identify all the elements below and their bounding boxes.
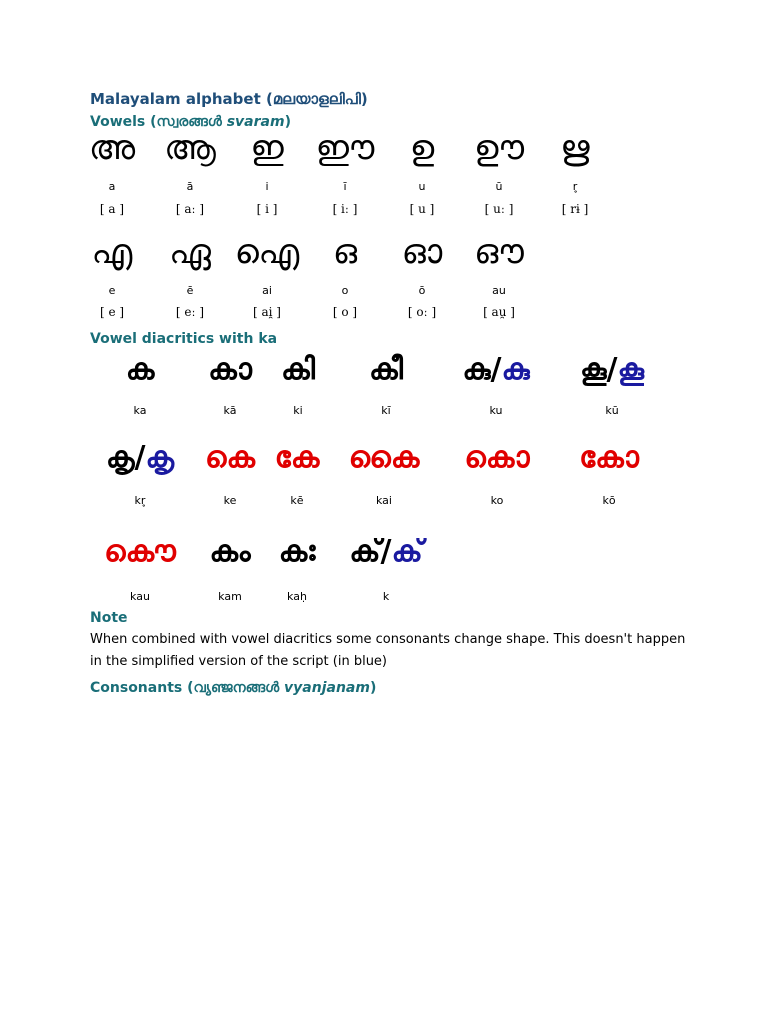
ka-translit: kai bbox=[376, 494, 392, 507]
separator: / bbox=[380, 534, 392, 569]
consonants-heading bbox=[90, 680, 376, 696]
vowel-glyph: ഐ bbox=[234, 232, 300, 272]
vowel-translit: ā bbox=[186, 180, 194, 193]
ka-form bbox=[275, 440, 320, 475]
vowel-translit: ai bbox=[262, 284, 272, 297]
ka-form bbox=[349, 440, 420, 475]
vowel-ipa: [ o ] bbox=[332, 305, 358, 319]
consonants-heading-close: ) bbox=[369, 680, 377, 696]
vowel-glyph: അ bbox=[88, 128, 136, 168]
note-text: When combined with vowel diacritics some consonants change shape. This doesn't happen in the simplified version of the script (in blue) bbox=[90, 632, 686, 669]
vowel-translit: u bbox=[418, 180, 426, 193]
ka-form bbox=[205, 440, 255, 475]
vowel-translit: r̥ bbox=[572, 180, 578, 193]
vowel-glyph: ഋ bbox=[560, 128, 590, 168]
vowel-translit: e bbox=[108, 284, 116, 297]
ka-traditional: കൊ bbox=[464, 440, 530, 475]
ka-translit: k bbox=[382, 590, 390, 603]
ka-form bbox=[209, 534, 250, 569]
ka-translit: kō bbox=[602, 494, 616, 507]
ka-traditional: കൈ bbox=[348, 440, 420, 475]
separator: / bbox=[606, 352, 618, 387]
consonants-heading-roman: vyanjanam bbox=[284, 680, 370, 696]
vowel-glyph: ഉ bbox=[409, 128, 435, 168]
ka-traditional: കാ bbox=[208, 352, 252, 387]
separator: / bbox=[134, 440, 146, 475]
vowels-heading-native: സ്വരങ്ങൾ bbox=[156, 114, 222, 130]
ka-form bbox=[580, 352, 644, 387]
ka-simplified: കൂ bbox=[617, 352, 645, 387]
ka-traditional: കോ bbox=[579, 440, 639, 475]
vowel-translit: ū bbox=[495, 180, 503, 193]
consonants-heading-native: വ്യഞ്ജനങ്ങൾ bbox=[193, 680, 280, 696]
ka-traditional: കീ bbox=[369, 352, 403, 387]
ka-translit: kaḥ bbox=[287, 590, 307, 603]
ka-form bbox=[279, 534, 316, 569]
consonants-heading-label: Consonants ( bbox=[90, 680, 194, 696]
vowel-glyph: ഔ bbox=[474, 232, 524, 272]
ka-translit: kā bbox=[223, 404, 237, 417]
vowel-translit: i bbox=[265, 180, 269, 193]
vowel-ipa: [ rɨ ] bbox=[561, 202, 589, 216]
ka-translit: kam bbox=[218, 590, 242, 603]
ka-traditional: കൌ bbox=[104, 534, 176, 569]
vowel-glyph: ഇ bbox=[250, 128, 284, 168]
ka-traditional: കഃ bbox=[278, 534, 316, 569]
ka-traditional: കൂ bbox=[579, 352, 607, 387]
ka-translit: kē bbox=[290, 494, 304, 507]
ka-form bbox=[104, 534, 176, 569]
vowel-ipa: [ ai̯ ] bbox=[253, 305, 281, 319]
vowel-ipa: [ e ] bbox=[99, 305, 125, 319]
vowel-translit: ō bbox=[418, 284, 426, 297]
ka-form bbox=[369, 352, 403, 387]
ka-traditional: കൃ bbox=[105, 440, 135, 475]
ka-form bbox=[208, 352, 252, 387]
vowel-glyph: ഊ bbox=[473, 128, 525, 168]
vowel-translit: ē bbox=[186, 284, 194, 297]
vowel-glyph: ഈ bbox=[315, 128, 375, 168]
ka-form bbox=[464, 440, 529, 475]
diacritics-heading: Vowel diacritics with ka bbox=[90, 331, 278, 347]
ka-form bbox=[281, 352, 315, 387]
ka-simplified: കു bbox=[501, 352, 530, 387]
vowel-ipa: [ uː ] bbox=[484, 202, 514, 216]
ka-translit: kū bbox=[605, 404, 619, 417]
ka-traditional: കേ bbox=[274, 440, 320, 475]
vowels-heading-roman: svaram bbox=[226, 114, 285, 130]
ka-translit: kau bbox=[130, 590, 150, 603]
vowel-ipa: [ eː ] bbox=[175, 305, 205, 319]
vowel-ipa: [ a ] bbox=[99, 202, 125, 216]
vowel-translit: a bbox=[108, 180, 116, 193]
vowel-glyph: ഓ bbox=[401, 232, 443, 272]
vowel-ipa: [ iː ] bbox=[332, 202, 358, 216]
vowel-translit: au bbox=[492, 284, 506, 297]
ka-translit: ko bbox=[490, 494, 504, 507]
ka-translit: kī bbox=[381, 404, 391, 417]
ka-translit: kr̥ bbox=[134, 494, 146, 507]
ka-translit: ka bbox=[133, 404, 147, 417]
ka-traditional: കെ bbox=[204, 440, 256, 475]
separator: / bbox=[490, 352, 502, 387]
ka-form bbox=[106, 440, 174, 475]
ka-translit: ku bbox=[489, 404, 503, 417]
vowel-translit: ī bbox=[343, 180, 347, 193]
vowel-ipa: [ u ] bbox=[409, 202, 435, 216]
ka-form bbox=[349, 534, 423, 569]
page-title: Malayalam alphabet (മലയാളലിപി) bbox=[90, 90, 368, 108]
ka-simplified: ക് bbox=[391, 534, 423, 569]
ka-traditional: കു bbox=[462, 352, 491, 387]
vowels-heading-label: Vowels ( bbox=[90, 114, 157, 130]
vowel-ipa: [ i ] bbox=[256, 202, 278, 216]
vowel-ipa: [ oː ] bbox=[407, 305, 437, 319]
vowel-ipa: [ aː ] bbox=[175, 202, 205, 216]
ka-form bbox=[579, 440, 639, 475]
vowel-glyph: ആ bbox=[164, 128, 216, 168]
vowel-glyph: എ bbox=[91, 232, 133, 272]
vowel-glyph: ഒ bbox=[332, 232, 358, 272]
note-heading: Note bbox=[90, 610, 128, 626]
ka-translit: ki bbox=[293, 404, 303, 417]
ka-form bbox=[126, 352, 155, 387]
ka-traditional: കം bbox=[209, 534, 251, 569]
vowels-heading-close: ) bbox=[284, 114, 291, 130]
ka-simplified: കൃ bbox=[145, 440, 175, 475]
ka-translit: ke bbox=[223, 494, 237, 507]
ka-traditional: ക bbox=[125, 352, 155, 387]
vowel-glyph: ഏ bbox=[169, 232, 211, 272]
ka-traditional: ക് bbox=[349, 534, 381, 569]
ka-traditional: കി bbox=[281, 352, 315, 387]
vowel-ipa: [ au̯ ] bbox=[483, 305, 515, 319]
ka-form bbox=[462, 352, 529, 387]
vowel-translit: o bbox=[341, 284, 349, 297]
